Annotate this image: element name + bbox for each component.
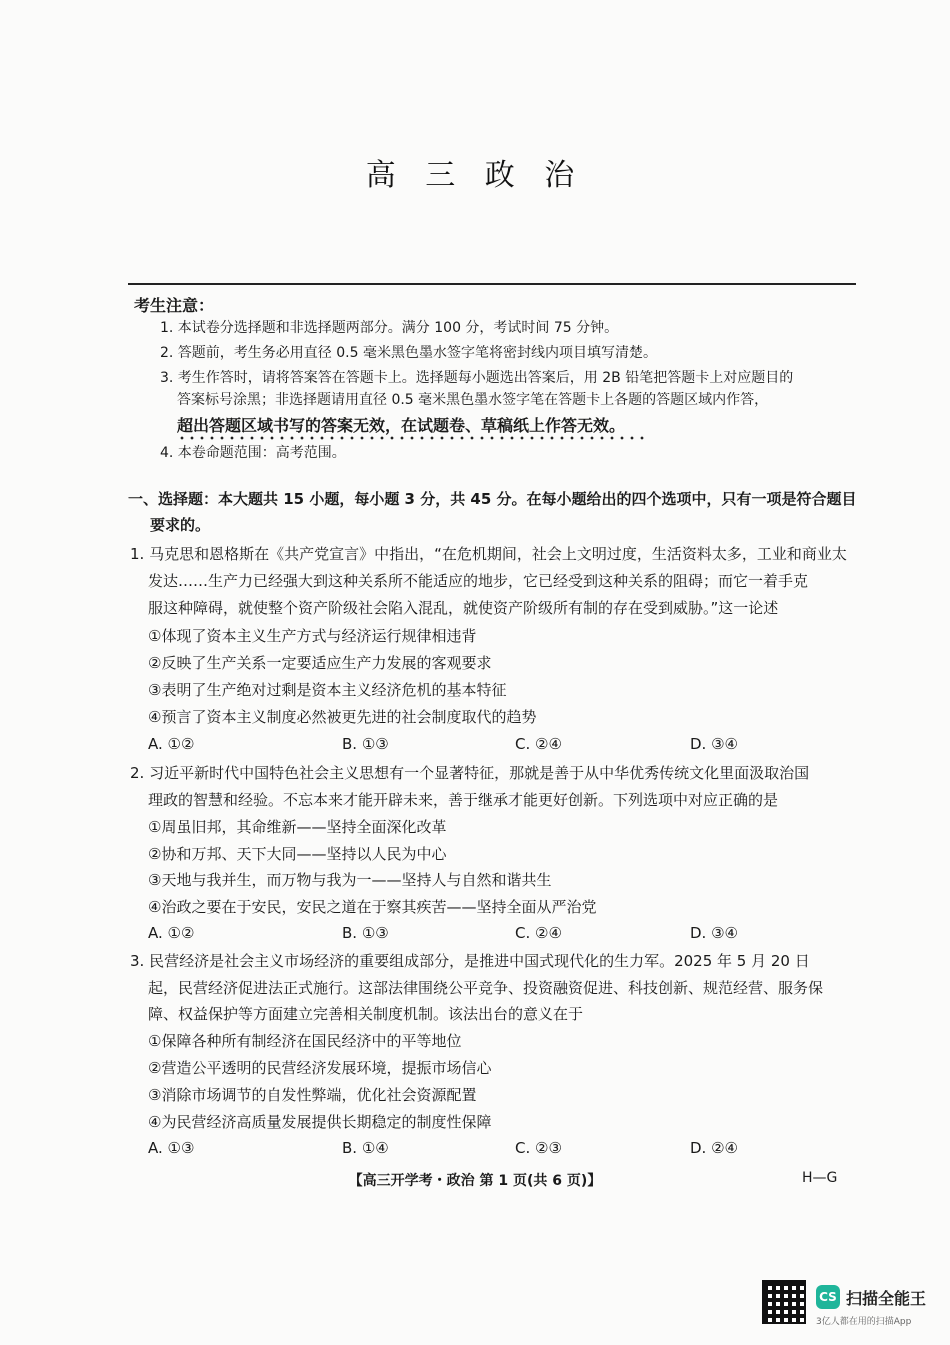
title-divider: [128, 283, 856, 285]
q1-item-1: ①体现了资本主义生产方式与经济运行规律相违背: [148, 627, 477, 645]
q2-option-a: A. ①②: [148, 924, 195, 942]
qr-code-icon: [762, 1280, 806, 1324]
q1-item-3: ③表明了生产绝对过剩是资本主义经济危机的基本特征: [148, 681, 507, 699]
q3-option-d: D. ②④: [690, 1139, 738, 1157]
notice-emphasis: 超出答题区域书写的答案无效，在试题卷、草稿纸上作答无效。: [177, 416, 626, 435]
q3-item-2: ②营造公平透明的民营经济发展环境，提振市场信心: [148, 1059, 492, 1077]
notice-heading: 考生注意：: [134, 296, 215, 315]
section-heading: 一、选择题：本大题共 15 小题，每小题 3 分，共 45 分。在每小题给出的四个选项中，只有一项是符合题目: [128, 490, 857, 508]
q3-stem-3: 障、权益保护等方面建立完善相关制度机制。该法出台的意义在于: [148, 1005, 584, 1023]
q2-item-3: ③天地与我并生，而万物与我为一——坚持人与自然和谐共生: [148, 871, 552, 889]
q2-item-4: ④治政之要在于安民，安民之道在于察其疾苦——坚持全面从严治党: [148, 898, 597, 916]
q3-option-b: B. ①④: [342, 1139, 389, 1157]
page-footer: 【高三开学考・政治 第 1 页(共 6 页)】: [348, 1173, 602, 1189]
q2-option-d: D. ③④: [690, 924, 738, 942]
q1-item-2: ②反映了生产关系一定要适应生产力发展的客观要求: [148, 654, 492, 672]
notice-line-2: 2. 答题前，考生务必用直径 0.5 毫米黑色墨水签字笔将密封线内项目填写清楚。: [160, 345, 657, 361]
notice-line-4: 4. 本卷命题范围：高考范围。: [160, 445, 346, 461]
q1-stem-2: 发达……生产力已经强大到这种关系所不能适应的地步，它已经受到这种关系的阻碍；而它一着手克: [148, 572, 809, 590]
q1-stem-1: 1. 马克思和恩格斯在《共产党宣言》中指出，“在危机期间，社会上文明过度，生活资料太多，工业和商业太: [130, 545, 847, 563]
page-title: 高 三 政 治: [365, 158, 585, 193]
q1-option-b: B. ①③: [342, 735, 389, 753]
scanner-app-name: 扫描全能王: [846, 1289, 927, 1308]
q3-item-3: ③消除市场调节的自发性弊端，优化社会资源配置: [148, 1086, 477, 1104]
q1-option-a: A. ①②: [148, 735, 195, 753]
q2-item-2: ②协和万邦、天下大同——坚持以人民为中心: [148, 845, 447, 863]
q2-option-b: B. ①③: [342, 924, 389, 942]
q1-item-4: ④预言了资本主义制度必然被更先进的社会制度取代的趋势: [148, 708, 537, 726]
q2-stem-1: 2. 习近平新时代中国特色社会主义思想有一个显著特征，那就是善于从中华优秀传统文化里面汲取治国: [130, 764, 810, 782]
q3-option-a: A. ①③: [148, 1139, 195, 1157]
q2-item-1: ①周虽旧邦，其命维新——坚持全面深化改革: [148, 818, 447, 836]
q1-stem-3: 服这种障碍，就使整个资产阶级社会陷入混乱，就使资产阶级所有制的存在受到威胁。”这一论述: [148, 599, 779, 617]
q2-stem-2: 理政的智慧和经验。不忘本来才能开辟未来，善于继承才能更好创新。下列选项中对应正确的是: [148, 791, 779, 809]
notice-line-3: 3. 考生作答时，请将答案答在答题卡上。选择题每小题选出答案后，用 2B 铅笔把答题卡上对应题目的: [160, 370, 794, 386]
q3-stem-2: 起，民营经济促进法正式施行。这部法律围绕公平竞争、投资融资促进、科技创新、规范经营、服务保: [148, 979, 824, 997]
q3-option-c: C. ②③: [515, 1139, 562, 1157]
notice-line-3-cont: 答案标号涂黑；非选择题请用直径 0.5 毫米黑色墨水签字笔在答题卡上各题的答题区域内作答，: [177, 392, 769, 408]
q1-option-c: C. ②④: [515, 735, 562, 753]
section-heading-cont: 要求的。: [150, 516, 211, 534]
q3-item-4: ④为民营经济高质量发展提供长期稳定的制度性保障: [148, 1113, 492, 1131]
scanner-tagline: 3亿人都在用的扫描App: [816, 1317, 912, 1327]
paper-code: H—G: [802, 1170, 838, 1186]
notice-line-1: 1. 本试卷分选择题和非选择题两部分。满分 100 分，考试时间 75 分钟。: [160, 320, 619, 336]
emphasis-dots: [177, 436, 647, 440]
camscanner-logo-icon: CS: [816, 1285, 840, 1309]
q3-item-1: ①保障各种所有制经济在国民经济中的平等地位: [148, 1032, 462, 1050]
q3-stem-1: 3. 民营经济是社会主义市场经济的重要组成部分，是推进中国式现代化的生力军。2025 年 5 月 20 日: [130, 952, 810, 970]
q1-option-d: D. ③④: [690, 735, 738, 753]
q2-option-c: C. ②④: [515, 924, 562, 942]
